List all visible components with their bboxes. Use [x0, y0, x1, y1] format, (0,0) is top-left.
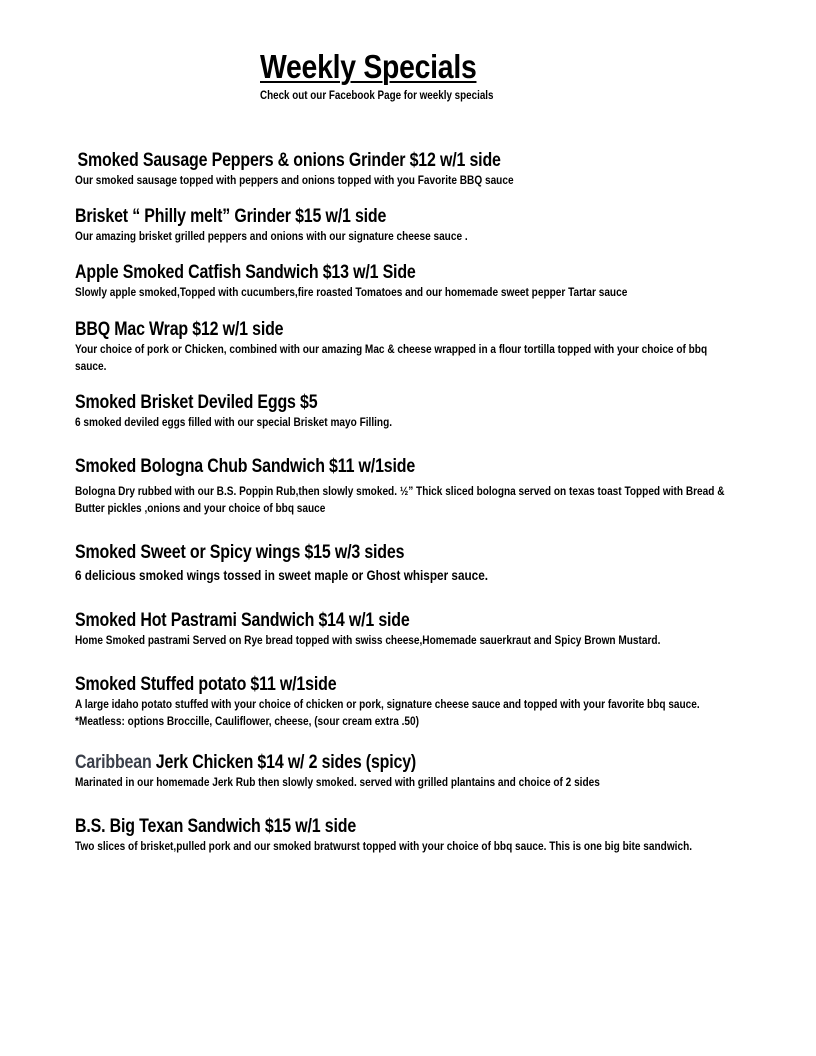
menu-item-description: Two slices of brisket,pulled pork and our smoked bratwurst topped with your choice of bbq sauce. This is one big bite sandwich. [75, 839, 693, 853]
menu-item-title: Apple Smoked Catfish Sandwich $13 w/1 Side [75, 262, 416, 283]
menu-item-big-texan [75, 816, 775, 855]
menu-item-description: Bologna Dry rubbed with our B.S. Poppin Rub,then slowly smoked. ½” Thick sliced bologna served on texas toast Topped with Bread & Butter pickles ,onions and your choice of bbq sauce [75, 484, 725, 515]
menu-item-description: Our amazing brisket grilled peppers and onions with our signature cheese sauce . [75, 229, 468, 243]
menu-item-sausage-grinder [75, 150, 775, 189]
page-subtitle: Check out our Facebook Page for weekly specials [260, 88, 494, 102]
menu-item-title: Smoked Bologna Chub Sandwich $11 w/1side [75, 456, 416, 477]
menu-item-description: 6 delicious smoked wings tossed in sweet maple or Ghost whisper sauce. [75, 567, 489, 583]
menu-item-title: Brisket “ Philly melt” Grinder $15 w/1 side [75, 206, 387, 227]
menu-item-title: Smoked Hot Pastrami Sandwich $14 w/1 side [75, 610, 410, 631]
menu-item-title: Smoked Sausage Peppers & onions Grinder $12 w/1 side [77, 150, 501, 171]
menu-item-title-rest: Jerk Chicken $14 w/ 2 sides (spicy) [151, 752, 417, 773]
menu-item-catfish-sandwich [75, 262, 775, 301]
menu-item-title: BBQ Mac Wrap $12 w/1 side [75, 319, 284, 340]
menu-item-title: B.S. Big Texan Sandwich $15 w/1 side [75, 816, 357, 837]
menu-item-deviled-eggs [75, 392, 775, 431]
menu-item-description: Home Smoked pastrami Served on Rye bread topped with swiss cheese,Homemade sauerkraut and Spicy Brown Mustard. [75, 633, 661, 647]
menu-item-title: Smoked Sweet or Spicy wings $15 w/3 sides [75, 542, 405, 563]
menu-item-title [75, 752, 663, 774]
menu-item-brisket-philly [75, 206, 775, 245]
menu-item-jerk-chicken [75, 752, 775, 791]
menu-item-description: Slowly apple smoked,Topped with cucumbers,fire roasted Tomatoes and our homemade sweet pepper Tartar sauce [75, 285, 628, 299]
menu-item-bologna-sandwich [75, 456, 775, 517]
menu-item-wings [75, 542, 775, 584]
menu-item-description: A large idaho potato stuffed with your choice of chicken or pork, signature cheese sauce and topped with your favorite bbq sauce. *Meatless: options Broccille, Cauliflower, cheese, (sour cream extra .50) [75, 697, 700, 728]
menu-item-title: Smoked Brisket Deviled Eggs $5 [75, 392, 318, 413]
menu-item-bbq-mac-wrap [75, 319, 775, 375]
menu-item-description: Marinated in our homemade Jerk Rub then slowly smoked. served with grilled plantains and choice of 2 sides [75, 775, 600, 789]
menu-item-pastrami-sandwich [75, 610, 775, 649]
menu-item-stuffed-potato [75, 674, 775, 730]
menu-item-description: Your choice of pork or Chicken, combined with our amazing Mac & cheese wrapped in a flour tortilla topped with your choice of bbq sauce. [75, 342, 708, 373]
page-title: Weekly Specials [260, 48, 477, 85]
menu-item-title-accent: Caribbean [75, 752, 152, 773]
menu-item-description: Our smoked sausage topped with peppers and onions topped with you Favorite BBQ sauce [75, 173, 514, 187]
menu-item-title: Smoked Stuffed potato $11 w/1side [75, 674, 337, 695]
menu-item-description: 6 smoked deviled eggs filled with our special Brisket mayo Filling. [75, 415, 393, 429]
